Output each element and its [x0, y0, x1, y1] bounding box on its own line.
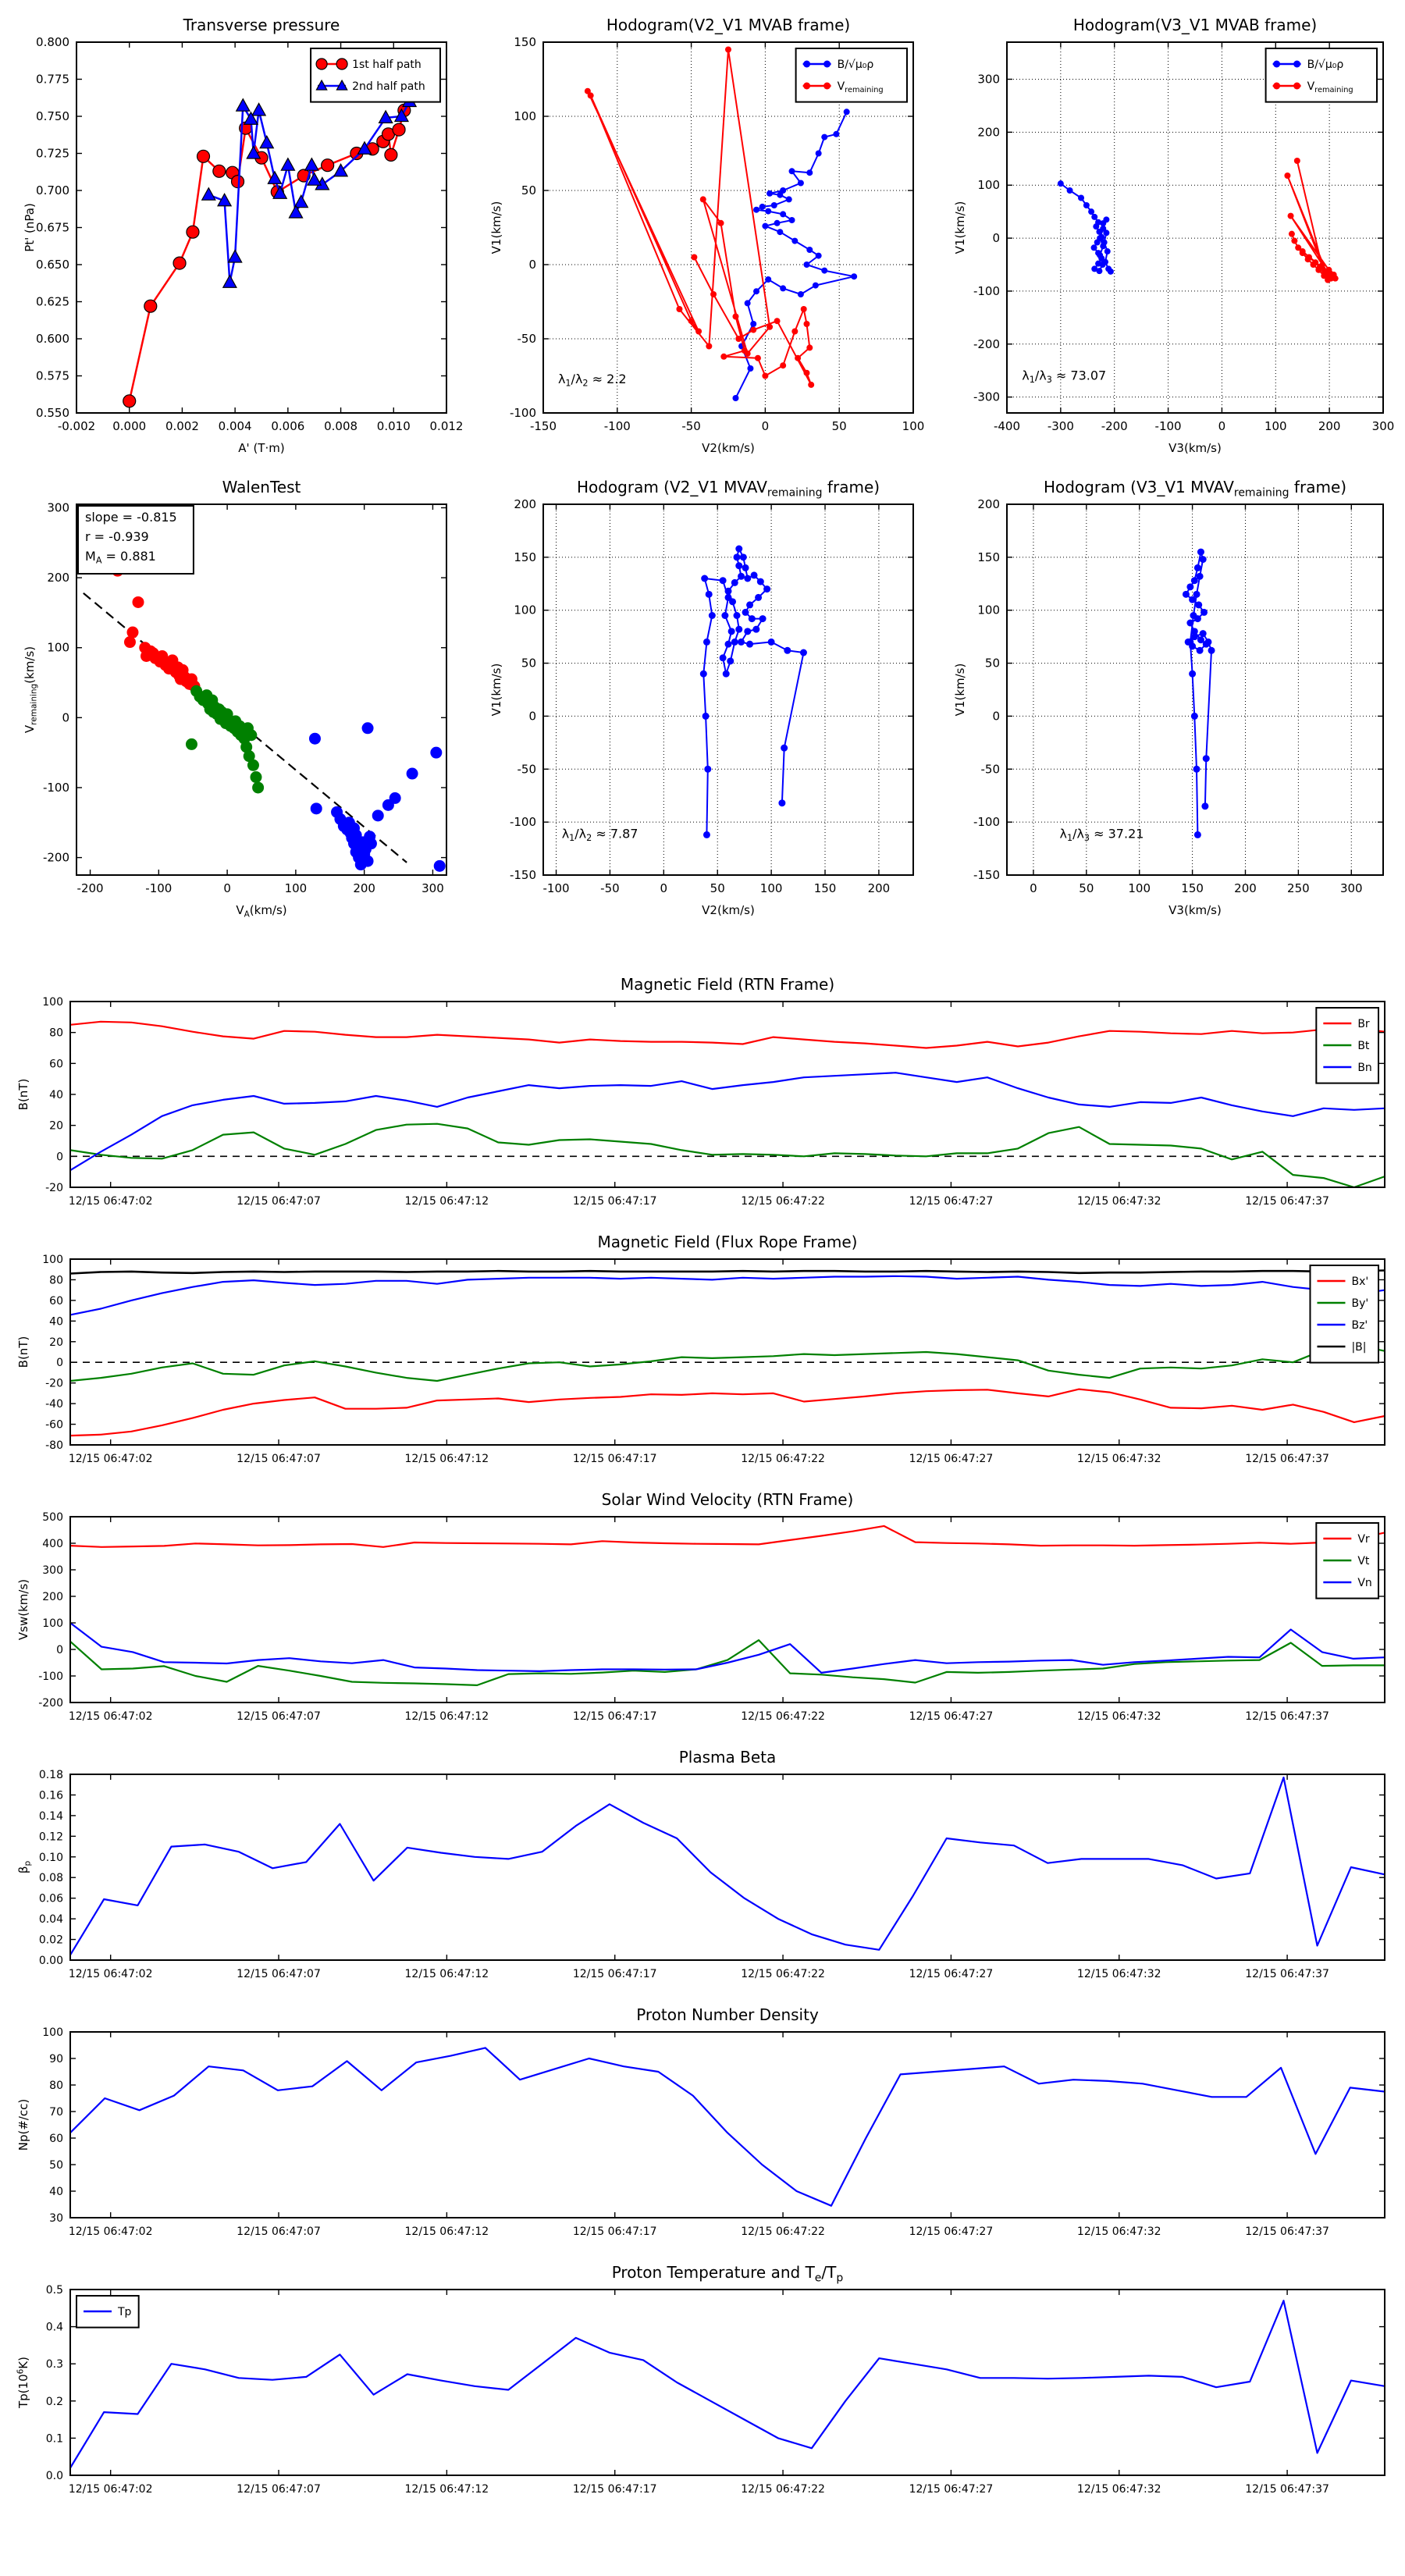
svg-text:-200: -200 [1101, 419, 1128, 433]
svg-text:12/15 06:47:22: 12/15 06:47:22 [741, 2483, 825, 2496]
svg-text:0: 0 [62, 710, 69, 725]
svg-text:Plasma Beta: Plasma Beta [678, 1748, 777, 1767]
svg-text:12/15 06:47:22: 12/15 06:47:22 [741, 1195, 825, 1208]
svg-text:12/15 06:47:37: 12/15 06:47:37 [1245, 1453, 1329, 1465]
svg-text:0.004: 0.004 [218, 419, 252, 433]
solar-wind-velocity-chart-series [70, 1526, 1385, 1685]
svg-text:50: 50 [710, 881, 725, 895]
svg-text:12/15 06:47:37: 12/15 06:47:37 [1245, 1968, 1329, 1980]
svg-text:λ1/λ2 ≈ 7.87: $\lambda_1/\lambda_2 \approx 7.87$ [561, 826, 638, 844]
svg-text:12/15 06:47:27: 12/15 06:47:27 [909, 1968, 994, 1980]
magnetic-field-flux-rope-chart-series [70, 1271, 1385, 1436]
svg-text:400: 400 [42, 1538, 63, 1550]
hodogram-v2v1-mvab-chart-legend [796, 48, 907, 102]
svg-text:0.1: 0.1 [45, 2432, 63, 2446]
svg-text:12/15 06:47:27: 12/15 06:47:27 [909, 1453, 994, 1465]
svg-text:70: 70 [49, 2106, 63, 2119]
svg-text:100: 100 [42, 2026, 63, 2039]
svg-text:12/15 06:47:37: 12/15 06:47:37 [1245, 2483, 1329, 2496]
svg-text:V3(km/s): V3(km/s) [1168, 441, 1222, 455]
svg-text:50: 50 [1079, 881, 1094, 895]
svg-text:12/15 06:47:02: 12/15 06:47:02 [68, 1710, 153, 1723]
solar-wind-velocity-chart-legend [1316, 1523, 1378, 1599]
svg-text:100: 100 [47, 640, 69, 655]
svg-text:50: 50 [521, 656, 536, 671]
svg-text:300: 300 [1371, 419, 1395, 433]
svg-text:0.800: 0.800 [36, 35, 69, 49]
svg-text:12/15 06:47:17: 12/15 06:47:17 [572, 2226, 657, 2238]
transverse-pressure-chart-series [123, 92, 416, 407]
svg-text:B(nT): B(nT) [16, 1078, 30, 1111]
svg-text:12/15 06:47:22: 12/15 06:47:22 [741, 1710, 825, 1723]
svg-text:V2(km/s): V2(km/s) [702, 441, 755, 455]
svg-text:12/15 06:47:07: 12/15 06:47:07 [237, 2226, 321, 2238]
svg-text:12/15 06:47:32: 12/15 06:47:32 [1076, 1968, 1161, 1980]
svg-text:300: 300 [42, 1564, 63, 1577]
svg-text:0: 0 [56, 1357, 63, 1370]
svg-text:40: 40 [49, 2186, 63, 2198]
svg-text:V1(km/s): V1(km/s) [953, 201, 967, 254]
svg-text:B/√μ₀ρ: B/√μ₀ρ [1307, 59, 1344, 71]
svg-text:0: 0 [56, 1644, 63, 1656]
svg-text:0.3: 0.3 [45, 2358, 63, 2371]
svg-text:0.700: 0.700 [36, 183, 69, 197]
svg-text:150: 150 [977, 550, 1000, 564]
svg-text:-60: -60 [45, 1418, 63, 1432]
svg-text:slope = -0.815: slope = -0.815 [85, 510, 177, 525]
svg-text:12/15 06:47:12: 12/15 06:47:12 [404, 2483, 489, 2496]
svg-text:200: 200 [47, 571, 69, 585]
svg-text:Magnetic Field (Flux Rope Fram: Magnetic Field (Flux Rope Frame) [597, 1233, 858, 1251]
svg-text:Pt' (nPa): Pt' (nPa) [23, 203, 37, 252]
svg-text:12/15 06:47:32: 12/15 06:47:32 [1076, 2226, 1161, 2238]
svg-text:500: 500 [42, 1511, 63, 1524]
svg-text:r = -0.939: r = -0.939 [85, 529, 149, 544]
svg-text:100: 100 [1128, 881, 1151, 895]
svg-text:Proton Number Density: Proton Number Density [636, 2005, 819, 2024]
hodogram-v2v1-mvav-chart-series [700, 546, 807, 838]
svg-text:100: 100 [977, 178, 1000, 193]
svg-text:20: 20 [49, 1336, 63, 1349]
svg-text:2nd half path: 2nd half path [352, 80, 425, 93]
hodogram-v3v1-mvab-chart-legend [1266, 48, 1377, 102]
svg-text:V1(km/s): V1(km/s) [953, 663, 967, 717]
svg-text:100: 100 [284, 881, 308, 895]
svg-text:60: 60 [49, 1294, 63, 1308]
svg-text:-200: -200 [973, 336, 1000, 351]
svg-text:0.550: 0.550 [36, 406, 69, 420]
walen-test-chart-series [84, 565, 446, 872]
svg-text:0.000: 0.000 [112, 419, 147, 433]
svg-text:0: 0 [1030, 881, 1037, 895]
svg-text:12/15 06:47:07: 12/15 06:47:07 [237, 1195, 321, 1208]
svg-text:Proton Temperature and Te/Tp: Proton Temperature and $T_e/T_p$ [611, 2263, 844, 2285]
proton-temperature-chart-series [70, 2300, 1385, 2467]
svg-text:Br: Br [1357, 1018, 1370, 1030]
svg-text:100: 100 [759, 881, 783, 895]
magnetic-field-flux-rope-chart-legend [1310, 1265, 1378, 1363]
plasma-beta-chart-series [70, 1777, 1385, 1955]
hodogram-v3v1-mvab-chart-series [1058, 158, 1339, 283]
svg-text:300: 300 [422, 881, 444, 895]
svg-text:150: 150 [514, 550, 536, 564]
svg-text:-100: -100 [1154, 419, 1182, 433]
svg-text:80: 80 [49, 2080, 63, 2092]
svg-text:-100: -100 [509, 815, 536, 830]
svg-text:0.14: 0.14 [38, 1809, 63, 1823]
hodogram-v3v1-mvav-chart [953, 478, 1383, 917]
svg-text:12/15 06:47:02: 12/15 06:47:02 [68, 2226, 153, 2238]
svg-text:Vr: Vr [1357, 1533, 1370, 1546]
svg-text:0: 0 [992, 709, 1000, 724]
svg-text:0.600: 0.600 [36, 332, 69, 346]
svg-text:-20: -20 [45, 1377, 63, 1390]
svg-text:12/15 06:47:37: 12/15 06:47:37 [1245, 1710, 1329, 1723]
magnetic-field-rtn-chart-legend [1316, 1008, 1378, 1083]
svg-text:λ1/λ3 ≈ 37.21: $\lambda_1/\lambda_3 \approx 37.21$ [1059, 826, 1144, 844]
svg-text:-200: -200 [76, 881, 104, 895]
svg-text:0.575: 0.575 [36, 368, 69, 383]
svg-text:50: 50 [831, 419, 847, 433]
svg-text:60: 60 [49, 1058, 63, 1071]
svg-text:30: 30 [49, 2212, 63, 2225]
svg-text:12/15 06:47:12: 12/15 06:47:12 [404, 2226, 489, 2238]
svg-text:12/15 06:47:12: 12/15 06:47:12 [404, 1710, 489, 1723]
proton-temperature-chart-legend [76, 2296, 139, 2328]
svg-text:|B|: |B| [1351, 1341, 1367, 1354]
svg-text:Transverse pressure: Transverse pressure [183, 16, 340, 34]
svg-text:0.06: 0.06 [38, 1892, 63, 1905]
svg-text:0.08: 0.08 [38, 1872, 63, 1885]
svg-text:0.00: 0.00 [38, 1955, 63, 1967]
svg-text:12/15 06:47:32: 12/15 06:47:32 [1076, 2483, 1161, 2496]
svg-text:0: 0 [528, 709, 536, 724]
svg-text:100: 100 [514, 603, 536, 617]
svg-text:βp: $\beta_p$ [16, 1860, 33, 1874]
svg-text:60: 60 [49, 2133, 63, 2145]
svg-text:200: 200 [353, 881, 375, 895]
svg-text:0.4: 0.4 [45, 2321, 63, 2334]
svg-text:-50: -50 [517, 332, 536, 346]
magnetic-field-flux-rope-chart [16, 1233, 1385, 1465]
svg-text:-80: -80 [45, 1439, 63, 1452]
svg-text:0.02: 0.02 [38, 1934, 63, 1947]
svg-text:12/15 06:47:37: 12/15 06:47:37 [1245, 2226, 1329, 2238]
svg-text:12/15 06:47:02: 12/15 06:47:02 [68, 1195, 153, 1208]
svg-text:300: 300 [47, 500, 69, 515]
svg-text:12/15 06:47:17: 12/15 06:47:17 [572, 1453, 657, 1465]
svg-text:Hodogram (V3_V1 MVAVremaining: Hodogram (V3_V1 $MVAV_{remaining}$ frame) [1043, 478, 1347, 500]
svg-text:0.750: 0.750 [36, 109, 69, 123]
svg-text:MA = 0.881: $M_A = 0.881$ [85, 549, 156, 566]
svg-text:λ1/λ2 ≈ 2.2: $\lambda_1/\lambda_2 \approx 2.2$ [557, 372, 627, 389]
hodogram-v3v1-mvav-chart-series [1183, 549, 1215, 838]
svg-text:300: 300 [1339, 881, 1363, 895]
svg-text:0: 0 [660, 881, 668, 895]
svg-text:50: 50 [49, 2159, 63, 2172]
svg-text:-50: -50 [980, 762, 1000, 777]
svg-text:12/15 06:47:07: 12/15 06:47:07 [237, 2483, 321, 2496]
svg-text:250: 250 [1287, 881, 1310, 895]
svg-text:12/15 06:47:32: 12/15 06:47:32 [1076, 1453, 1161, 1465]
svg-text:12/15 06:47:07: 12/15 06:47:07 [237, 1453, 321, 1465]
svg-text:V2(km/s): V2(km/s) [702, 903, 755, 917]
proton-temperature-chart [16, 2263, 1385, 2496]
svg-text:0.10: 0.10 [38, 1851, 63, 1864]
svg-text:0.012: 0.012 [429, 419, 464, 433]
svg-text:300: 300 [977, 72, 1000, 87]
svg-text:0.2: 0.2 [45, 2395, 63, 2408]
svg-text:0.0: 0.0 [45, 2470, 63, 2482]
svg-text:100: 100 [42, 996, 63, 1009]
svg-text:B/√μ₀ρ: B/√μ₀ρ [837, 59, 874, 71]
svg-text:12/15 06:47:27: 12/15 06:47:27 [909, 1195, 994, 1208]
svg-text:-100: -100 [38, 1670, 63, 1683]
svg-text:40: 40 [49, 1089, 63, 1101]
svg-text:150: 150 [1181, 881, 1204, 895]
svg-text:0.625: 0.625 [36, 294, 69, 309]
svg-text:12/15 06:47:22: 12/15 06:47:22 [741, 1968, 825, 1980]
hodogram-v2v1-mvab-chart [489, 16, 924, 455]
svg-text:0.775: 0.775 [36, 72, 69, 87]
svg-text:80: 80 [49, 1026, 63, 1040]
svg-text:0.008: 0.008 [324, 419, 358, 433]
svg-text:Solar Wind Velocity (RTN Frame: Solar Wind Velocity (RTN Frame) [601, 1490, 854, 1509]
svg-text:0.006: 0.006 [271, 419, 305, 433]
proton-number-density-chart-series [70, 2048, 1385, 2205]
svg-text:0.12: 0.12 [38, 1831, 63, 1844]
svg-text:90: 90 [49, 2053, 63, 2065]
svg-text:20: 20 [49, 1119, 63, 1133]
svg-text:-100: -100 [973, 283, 1000, 298]
svg-text:Tp: Tp [118, 2306, 132, 2318]
svg-text:12/15 06:47:37: 12/15 06:47:37 [1245, 1195, 1329, 1208]
svg-text:Vremaining: $V_{remaining}$ [1307, 80, 1353, 95]
transverse-pressure-chart [23, 16, 463, 455]
svg-text:Hodogram (V2_V1 MVAVremaining: Hodogram (V2_V1 $MVAV_{remaining}$ frame) [576, 478, 880, 500]
svg-text:0: 0 [56, 1151, 63, 1164]
svg-text:-300: -300 [973, 390, 1000, 404]
svg-text:200: 200 [42, 1591, 63, 1603]
svg-text:12/15 06:47:27: 12/15 06:47:27 [909, 2483, 994, 2496]
svg-text:-40: -40 [45, 1398, 63, 1411]
svg-text:12/15 06:47:22: 12/15 06:47:22 [741, 2226, 825, 2238]
svg-text:0: 0 [223, 881, 231, 895]
svg-text:-150: -150 [509, 868, 536, 882]
svg-text:12/15 06:47:12: 12/15 06:47:12 [404, 1453, 489, 1465]
svg-text:-150: -150 [973, 868, 1000, 882]
svg-text:Vremaining(km/s): $V_{remaining}(km/s)$ [23, 646, 39, 734]
plasma-beta-chart [16, 1748, 1385, 1980]
svg-text:Hodogram(V2_V1 MVAB frame): Hodogram(V2_V1 MVAB frame) [606, 16, 851, 34]
svg-text:0.010: 0.010 [376, 419, 411, 433]
svg-text:-150: -150 [529, 419, 557, 433]
svg-text:-20: -20 [45, 1182, 63, 1194]
svg-text:50: 50 [521, 183, 536, 197]
svg-text:0.16: 0.16 [38, 1789, 63, 1802]
svg-text:Magnetic Field (RTN Frame): Magnetic Field (RTN Frame) [620, 975, 835, 994]
svg-text:12/15 06:47:07: 12/15 06:47:07 [237, 1968, 321, 1980]
svg-text:λ1/λ3 ≈ 73.07: $\lambda_1/\lambda_3 \approx 73.07$ [1022, 368, 1107, 385]
svg-text:12/15 06:47:17: 12/15 06:47:17 [572, 2483, 657, 2496]
svg-text:Bn: Bn [1357, 1062, 1372, 1074]
svg-text:-0.002: -0.002 [57, 419, 96, 433]
svg-text:100: 100 [977, 603, 1000, 617]
proton-number-density-chart [16, 2005, 1385, 2238]
svg-text:By': By' [1351, 1297, 1369, 1310]
svg-text:-100: -100 [603, 419, 631, 433]
transverse-pressure-chart-legend [311, 48, 440, 102]
hodogram-v3v1-mvab-chart [953, 16, 1394, 455]
svg-text:Bz': Bz' [1351, 1319, 1368, 1332]
svg-text:100: 100 [902, 419, 925, 433]
svg-text:40: 40 [49, 1315, 63, 1329]
svg-text:B(nT): B(nT) [16, 1336, 30, 1368]
svg-text:12/15 06:47:02: 12/15 06:47:02 [68, 1453, 153, 1465]
svg-text:80: 80 [49, 1274, 63, 1287]
svg-text:-300: -300 [1047, 419, 1074, 433]
svg-text:Tp(106K): $Tp(10^6K)$ [16, 2356, 30, 2409]
svg-text:100: 100 [42, 1254, 63, 1266]
hodogram-v2v1-mvav-chart [489, 478, 913, 917]
svg-text:50: 50 [984, 656, 1000, 671]
svg-text:200: 200 [1318, 419, 1341, 433]
svg-text:-50: -50 [681, 419, 701, 433]
svg-text:0: 0 [761, 419, 770, 433]
svg-text:12/15 06:47:27: 12/15 06:47:27 [909, 2226, 994, 2238]
svg-text:12/15 06:47:17: 12/15 06:47:17 [572, 1968, 657, 1980]
svg-text:-400: -400 [993, 419, 1021, 433]
svg-text:0: 0 [992, 231, 1000, 246]
svg-text:Bt: Bt [1357, 1040, 1370, 1052]
svg-text:0: 0 [1218, 419, 1226, 433]
svg-text:12/15 06:47:27: 12/15 06:47:27 [909, 1710, 994, 1723]
svg-text:-100: -100 [145, 881, 173, 895]
svg-text:Vn: Vn [1357, 1577, 1372, 1589]
svg-text:0.002: 0.002 [165, 419, 199, 433]
walen-test-chart [23, 478, 446, 919]
svg-text:12/15 06:47:07: 12/15 06:47:07 [237, 1710, 321, 1723]
solar-wind-velocity-chart [16, 1490, 1385, 1723]
svg-text:12/15 06:47:02: 12/15 06:47:02 [68, 2483, 153, 2496]
svg-text:150: 150 [514, 35, 536, 49]
svg-text:A' (T·m): A' (T·m) [238, 441, 285, 455]
svg-text:V3(km/s): V3(km/s) [1168, 903, 1222, 917]
svg-text:100: 100 [42, 1617, 63, 1630]
svg-text:WalenTest: WalenTest [222, 478, 301, 496]
svg-text:100: 100 [514, 109, 536, 123]
svg-text:Vt: Vt [1357, 1555, 1370, 1567]
magnetic-field-rtn-chart-series [70, 1022, 1385, 1187]
svg-text:-100: -100 [509, 406, 536, 420]
svg-text:200: 200 [867, 881, 891, 895]
svg-text:0.650: 0.650 [36, 258, 69, 272]
svg-text:Hodogram(V3_V1 MVAB frame): Hodogram(V3_V1 MVAB frame) [1072, 16, 1318, 34]
svg-text:-200: -200 [38, 1697, 63, 1710]
svg-text:0: 0 [528, 258, 536, 272]
svg-text:0.725: 0.725 [36, 146, 69, 161]
svg-text:1st half path: 1st half path [352, 59, 422, 71]
svg-text:-100: -100 [42, 780, 69, 795]
svg-text:-50: -50 [517, 762, 536, 777]
svg-text:0.04: 0.04 [38, 1913, 63, 1927]
magnetic-field-rtn-chart [16, 975, 1385, 1208]
svg-text:12/15 06:47:17: 12/15 06:47:17 [572, 1710, 657, 1723]
svg-text:Vsw(km/s): Vsw(km/s) [16, 1578, 30, 1641]
svg-text:Np(#/cc): Np(#/cc) [16, 2098, 30, 2151]
svg-text:12/15 06:47:17: 12/15 06:47:17 [572, 1195, 657, 1208]
svg-text:0.5: 0.5 [45, 2284, 63, 2297]
svg-text:V1(km/s): V1(km/s) [489, 201, 503, 254]
svg-text:Vremaining: $V_{remaining}$ [837, 80, 884, 95]
svg-text:12/15 06:47:32: 12/15 06:47:32 [1076, 1710, 1161, 1723]
svg-text:150: 150 [813, 881, 837, 895]
svg-text:12/15 06:47:32: 12/15 06:47:32 [1076, 1195, 1161, 1208]
svg-text:200: 200 [1234, 881, 1257, 895]
svg-text:200: 200 [977, 125, 1000, 140]
svg-text:12/15 06:47:12: 12/15 06:47:12 [404, 1968, 489, 1980]
svg-text:-100: -100 [973, 815, 1000, 830]
svg-text:-200: -200 [42, 850, 69, 865]
svg-text:200: 200 [514, 497, 536, 511]
svg-text:VA(km/s): $V_A(km/s)$ [236, 903, 287, 920]
svg-text:200: 200 [977, 497, 1000, 511]
svg-text:100: 100 [1264, 419, 1287, 433]
svg-text:0.18: 0.18 [38, 1769, 63, 1781]
svg-text:-50: -50 [600, 881, 620, 895]
svg-text:12/15 06:47:12: 12/15 06:47:12 [404, 1195, 489, 1208]
svg-text:0.675: 0.675 [36, 220, 69, 235]
svg-text:Bx': Bx' [1351, 1276, 1369, 1288]
svg-text:-100: -100 [542, 881, 570, 895]
svg-text:12/15 06:47:02: 12/15 06:47:02 [68, 1968, 153, 1980]
svg-text:12/15 06:47:22: 12/15 06:47:22 [741, 1453, 825, 1465]
svg-text:V1(km/s): V1(km/s) [489, 663, 503, 717]
